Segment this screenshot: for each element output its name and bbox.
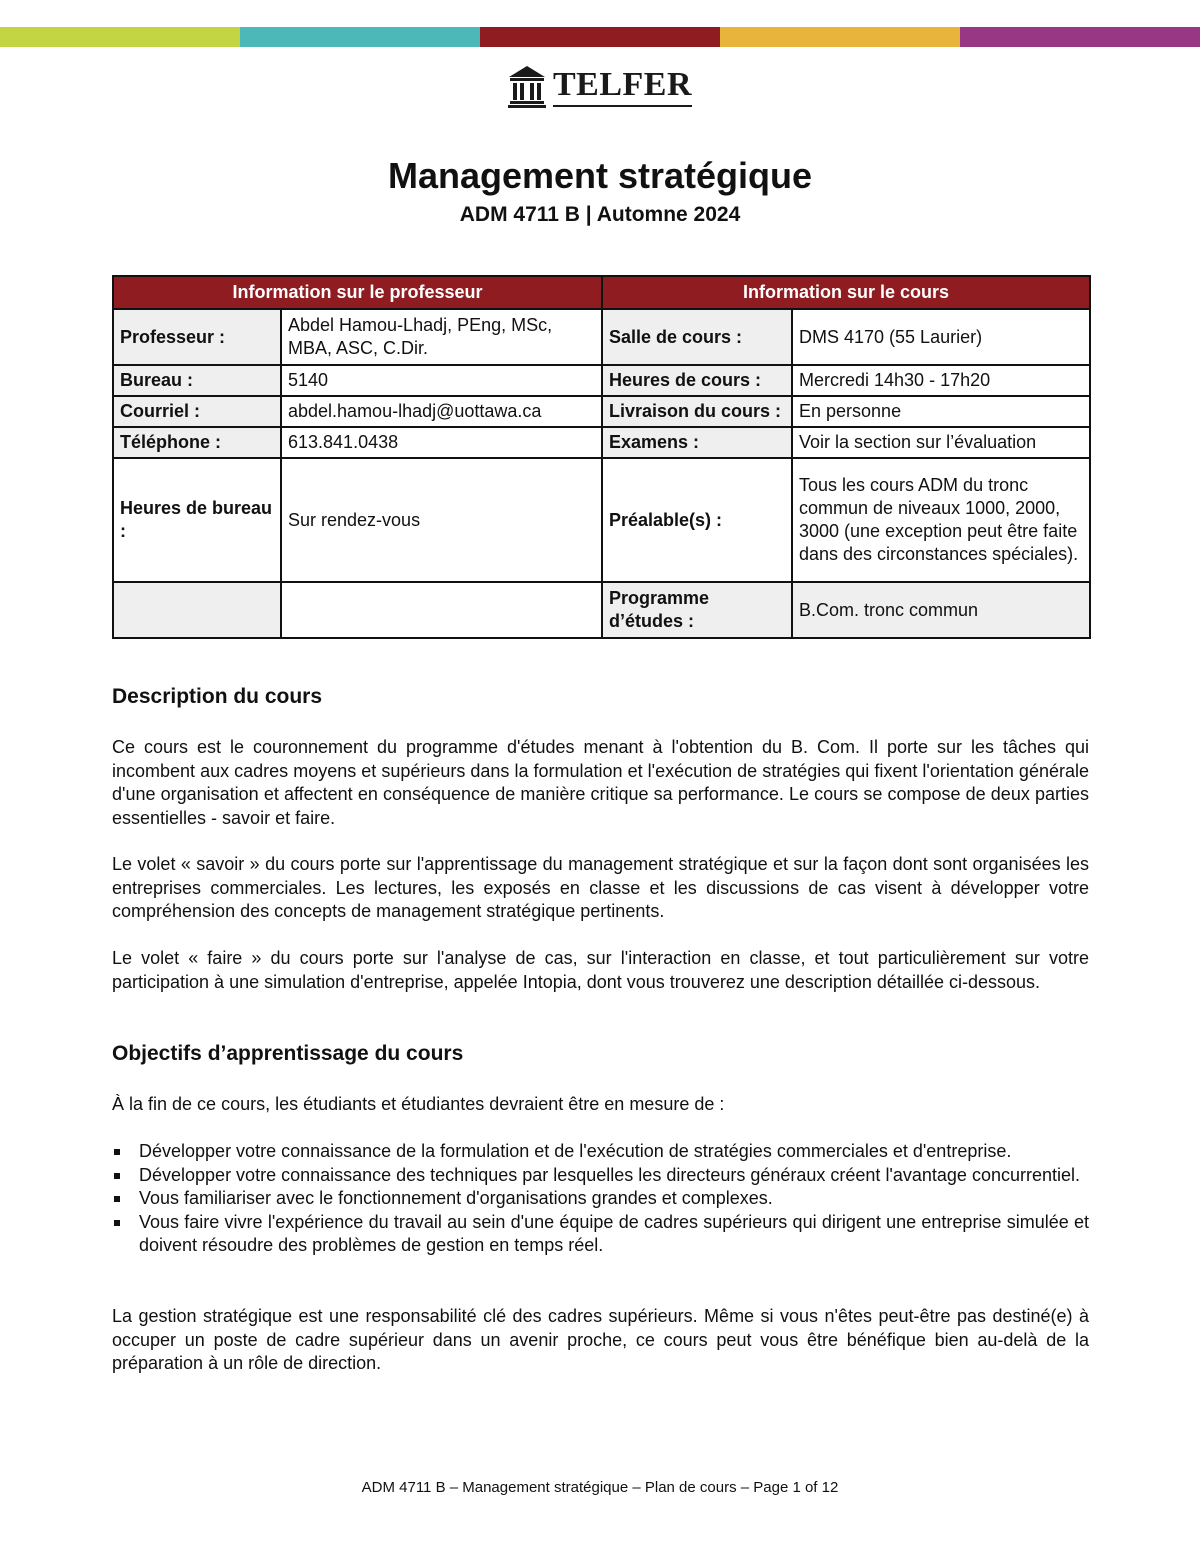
color-bar-segment	[480, 27, 720, 47]
table-value: Abdel Hamou-Lhadj, PEng, MSc, MBA, ASC, C.Dir.	[281, 309, 602, 365]
list-item	[112, 1164, 1089, 1188]
objectives-intro: À la fin de ce cours, les étudiants et étudiantes devraient être en mesure de :	[112, 1094, 725, 1114]
table-label: Livraison du cours :	[602, 396, 792, 427]
table-label: Courriel :	[113, 396, 281, 427]
table-label: Salle de cours :	[602, 309, 792, 365]
description-paragraph: Le volet « faire » du cours porte sur l'analyse de cas, sur l'interaction en classe, et tout particulièrement sur votre participation à une simulation d'entreprise, appelée Intopia, dont vous trouverez une description détaillée ci-dessous.	[112, 948, 1089, 992]
list-item-text: Vous faire vivre l'expérience du travail au sein d'une équipe de cadres supérieurs qui dirigent une entreprise simulée et doivent résoudre des problèmes de gestion en temps réel.	[139, 1211, 1089, 1255]
table-row	[113, 365, 1090, 396]
table-value: abdel.hamou-lhadj@uottawa.ca	[281, 396, 602, 427]
table-value: DMS 4170 (55 Laurier)	[792, 309, 1090, 365]
description-paragraph: Le volet « savoir » du cours porte sur l'apprentissage du management stratégique et sur la façon dont sont organisées les entreprises commerciales. Les lectures, les exposés en classe et les discussions de cas visent à développer votre compréhension des concepts de management stratégique pertinents.	[112, 854, 1089, 921]
color-bar-segment	[0, 27, 240, 47]
logo-wordmark: TELFER	[553, 65, 692, 107]
table-label: Téléphone :	[113, 427, 281, 458]
table-value: 613.841.0438	[281, 427, 602, 458]
table-label: Heures de bureau :	[113, 458, 281, 582]
color-bar-segment	[960, 27, 1200, 47]
table-label: Examens :	[602, 427, 792, 458]
bullet-square-icon	[114, 1196, 120, 1202]
building-icon	[507, 64, 547, 108]
table-value: Sur rendez-vous	[281, 458, 602, 582]
description-heading: Description du cours	[112, 685, 323, 708]
page-footer: ADM 4711 B – Management stratégique – Plan de cours – Page 1 of 12	[361, 1479, 839, 1496]
course-info-header: Information sur le cours	[602, 276, 1090, 309]
objectives-list	[112, 1140, 1089, 1258]
table-label: Heures de cours :	[602, 365, 792, 396]
description-paragraph: Ce cours est le couronnement du programme d'études menant à l'obtention du B. Com. Il porte sur les tâches qui incombent aux cadres moyens et supérieurs dans la formulation et l'exécution de stratégies qui fixent l'orientation générale d'une organisation et affectent en conséquence de manière critique sa performance. Le cours se compose de deux parties essentielles - savoir et faire.	[112, 737, 1089, 828]
table-value: En personne	[792, 396, 1090, 427]
course-subtitle: ADM 4711 B | Automne 2024	[459, 203, 741, 226]
top-color-bar	[0, 27, 1200, 47]
table-header-row	[113, 276, 1090, 309]
table-label: Bureau :	[113, 365, 281, 396]
table-row	[113, 309, 1090, 365]
table-row	[113, 458, 1090, 582]
table-value	[281, 582, 602, 638]
table-value: Voir la section sur l’évaluation	[792, 427, 1090, 458]
list-item-text: Développer votre connaissance des techniques par lesquelles les directeurs généraux créent l'avantage concurrentiel.	[139, 1164, 1080, 1185]
closing-paragraph: La gestion stratégique est une responsabilité clé des cadres supérieurs. Même si vous n'êtes peut-être pas destiné(e) à occuper un poste de cadre supérieur dans un avenir proche, ce cours peut vous être bénéfique bien au-delà de la préparation à un rôle de direction.	[112, 1306, 1089, 1373]
info-table	[112, 275, 1091, 639]
page-title: Management stratégique	[387, 155, 813, 196]
table-value: Mercredi 14h30 - 17h20	[792, 365, 1090, 396]
list-item	[112, 1140, 1089, 1164]
table-value: 5140	[281, 365, 602, 396]
table-row	[113, 396, 1090, 427]
table-value: B.Com. tronc commun	[792, 582, 1090, 638]
table-label: Préalable(s) :	[602, 458, 792, 582]
color-bar-segment	[720, 27, 960, 47]
table-row	[113, 427, 1090, 458]
table-row	[113, 582, 1090, 638]
bullet-square-icon	[114, 1173, 120, 1179]
list-item	[112, 1211, 1089, 1258]
objectives-heading: Objectifs d’apprentissage du cours	[112, 1042, 464, 1065]
table-label: Professeur :	[113, 309, 281, 365]
list-item-text: Développer votre connaissance de la formulation et de l'exécution de stratégies commerciales et d'entreprise.	[139, 1141, 1012, 1161]
color-bar-segment	[240, 27, 480, 47]
bullet-square-icon	[114, 1220, 120, 1226]
list-item-text: Vous familiariser avec le fonctionnement d'organisations grandes et complexes.	[139, 1188, 773, 1208]
list-item	[112, 1187, 1089, 1211]
table-value: Tous les cours ADM du tronc commun de niveaux 1000, 2000, 3000 (une exception peut être faite dans des circonstances spéciales).	[792, 458, 1090, 582]
table-label	[113, 582, 281, 638]
professor-info-header: Information sur le professeur	[113, 276, 602, 309]
table-label: Programme d’études :	[602, 582, 792, 638]
bullet-square-icon	[114, 1149, 120, 1155]
telfer-logo	[507, 62, 692, 110]
